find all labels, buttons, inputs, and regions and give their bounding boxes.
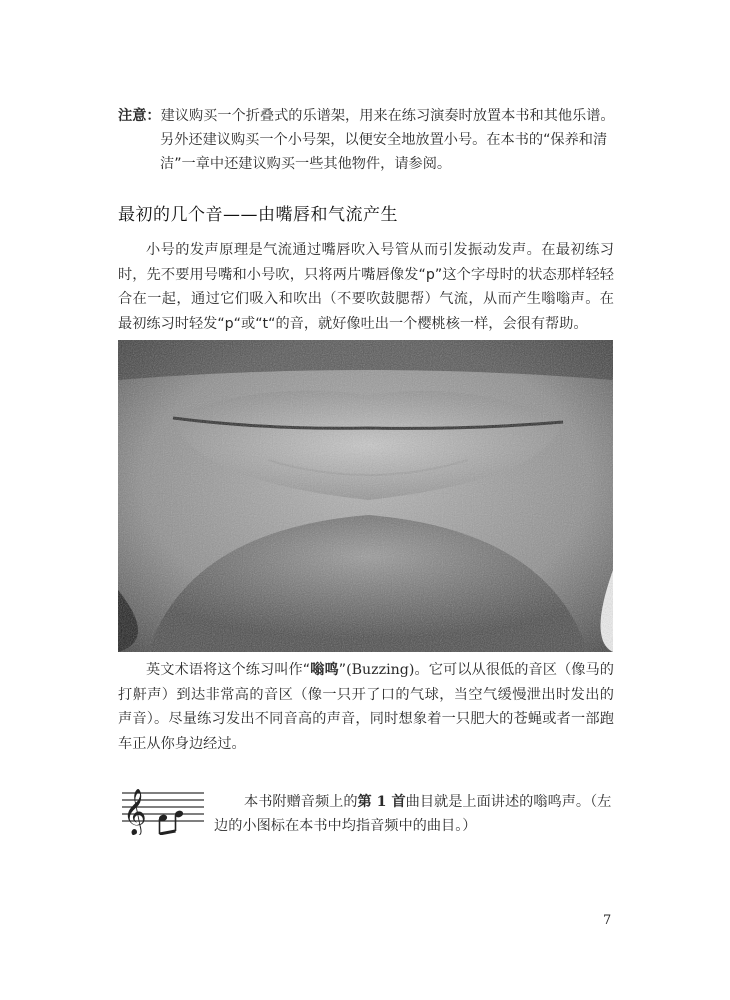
svg-text:𝄞: 𝄞	[123, 789, 147, 835]
section-heading: 最初的几个音——由嘴唇和气流产生	[118, 205, 398, 225]
term-close: ”	[338, 662, 347, 678]
audio-track-icon	[118, 783, 206, 835]
paragraph-2	[118, 658, 614, 756]
audio-note	[214, 790, 619, 838]
term-english: (Buzzing)	[346, 662, 415, 678]
music-staff-icon	[118, 783, 206, 835]
page-number: 7	[603, 913, 612, 928]
paragraph-2-after: 。它可以从很低的音区（像马的打鼾声）到达非常高的音区（像一只开了口的气球，当空气缓慢泄出时发出的声音）。尽量练习发出不同音高的声音，同时想象着一只肥大的苍蝇或者一部跑车正从你身边经过。	[118, 662, 614, 752]
audio-track-number: 第 1 首	[357, 794, 406, 810]
lips-photo-illustration	[118, 340, 613, 652]
note-block	[118, 104, 618, 176]
note-line2: 另外还建议购买一个小号架，以便安全地放置小号。在本书的“保养和清洁”一章中还建议购买一些其他物件，请参阅。	[160, 132, 608, 172]
audio-note-before: 本书附赠音频上的	[244, 794, 358, 810]
audio-note-after: 曲目就是上面讲述的嗡鸣声。（左边的小图标在本书中均指音频中的曲目。）	[214, 794, 612, 834]
lips-photo	[118, 340, 613, 652]
term-buzzing: 嗡鸣	[310, 662, 339, 678]
note-line1: 建议购买一个折叠式的乐谱架，用来在练习演奏时放置本书和其他乐谱。	[160, 108, 615, 124]
note-label: 注意：	[118, 108, 161, 124]
paragraph-1: 小号的发声原理是气流通过嘴唇吹入号管从而引发振动发声。在最初练习时，先不要用号嘴和小号吹，只将两片嘴唇像发“p”这个字母时的状态那样轻轻合在一起，通过它们吸入和吹出（不要吹鼓腮帮）气流，从而产生嗡嗡声。在最初练习时轻发“p“或“t“的音，就好像吐出一个樱桃核一样，会很有帮助。	[118, 242, 614, 332]
paragraph-2-before: 英文术语将这个练习叫作“	[146, 662, 311, 678]
